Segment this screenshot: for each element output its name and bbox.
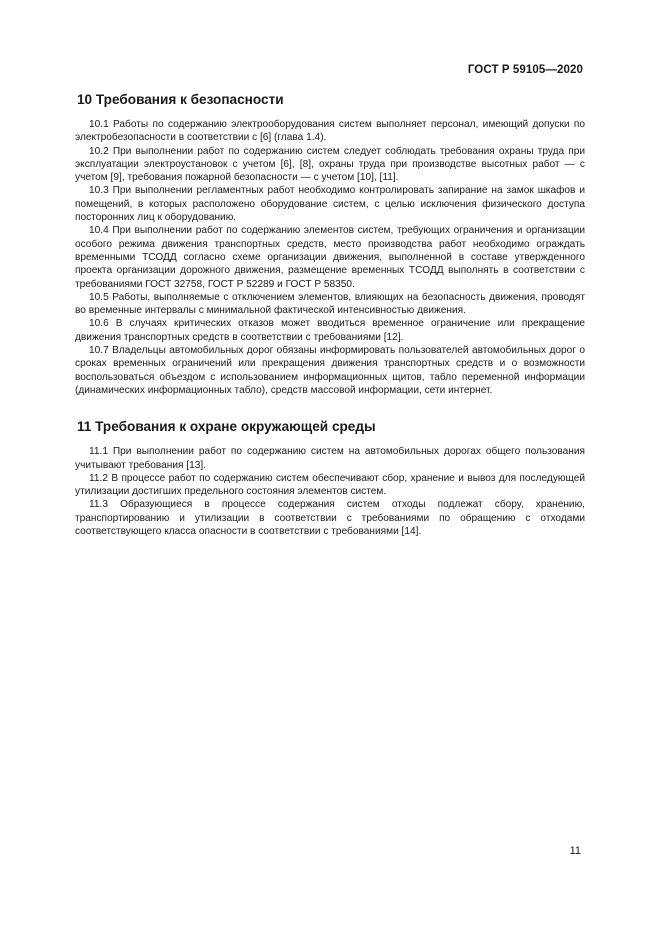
document-code-header: ГОСТ Р 59105—2020 xyxy=(467,64,583,76)
page-number: 11 xyxy=(569,845,581,857)
paragraph-11-3: 11.3 Образующиеся в процессе содержания систем отходы подлежат сбору, хранению, транспортированию и утилизации в соответствии с требованиями по обращению с отходами соответствующего класса опасности в соответствии с требованиями [14]. xyxy=(75,499,585,538)
paragraph-10-5: 10.5 Работы, выполняемые с отключением элементов, влияющих на безопасность движения, проводят во временные интервалы с минимальной фактической интенсивностью движения. xyxy=(75,291,585,317)
paragraph-10-1: 10.1 Работы по содержанию электрооборудования систем выполняет персонал, имеющий допуски по электробезопасности в соответствии с [6] (глава 1.4). xyxy=(75,119,585,144)
paragraph-10-4: 10.4 При выполнении работ по содержанию элементов систем, требующих ограничения и организации особого режима движения транспортных средств, место производства работ необходимо ограждать временными ТСОДД согласно схеме организации движения, выполненной в составе утвержденного проекта организации дорожного движения, размещение временных ТСОДД выполнять в соответствии с требованиями ГОСТ 32758, ГОСТ Р 52289 и ГОСТ Р 58350. xyxy=(75,225,585,290)
paragraph-10-2: 10.2 При выполнении работ по содержанию систем следует соблюдать требования охраны труда при эксплуатации электроустановок с учетом [6], [8], охраны труда при производстве высотных работ — с учетом [9], требования пожарной безопасности — с учетом [10], [11]. xyxy=(75,145,585,184)
paragraph-10-3: 10.3 При выполнении регламентных работ необходимо контролировать запирание на замок шкафов и помещений, в которых расположено оборудование систем, с целью исключения физического доступа посторонних лиц к оборудованию. xyxy=(75,185,585,224)
section-11-title: 11 Требования к охране окружающей среды xyxy=(77,419,376,435)
paragraph-10-6: 10.6 В случаях критических отказов может вводиться временное ограничение или прекращение движения транспортных средств в соответствии с требованиями [12]. xyxy=(75,318,585,343)
paragraph-11-2: 11.2 В процессе работ по содержанию систем обеспечивают сбор, хранение и вывоз для последующей утилизации достигших предельного состояния элементов систем. xyxy=(75,472,585,498)
section-10-title: 10 Требования к безопасности xyxy=(77,92,284,107)
document-body xyxy=(75,92,585,538)
paragraph-11-1: 11.1 При выполнении работ по содержанию систем на автомобильных дорогах общего пользования учитывают требования [13]. xyxy=(75,446,585,471)
paragraph-10-7: 10.7 Владельцы автомобильных дорог обязаны информировать пользователей автомобильных дорог о сроках временных ограничений или прекращения движения транспортных средств и о возможности воспользоваться объездом с использованием информационных щитов, табло переменной информации (динамических информационных табло), средств массовой информации, сети интернет. xyxy=(75,345,585,396)
